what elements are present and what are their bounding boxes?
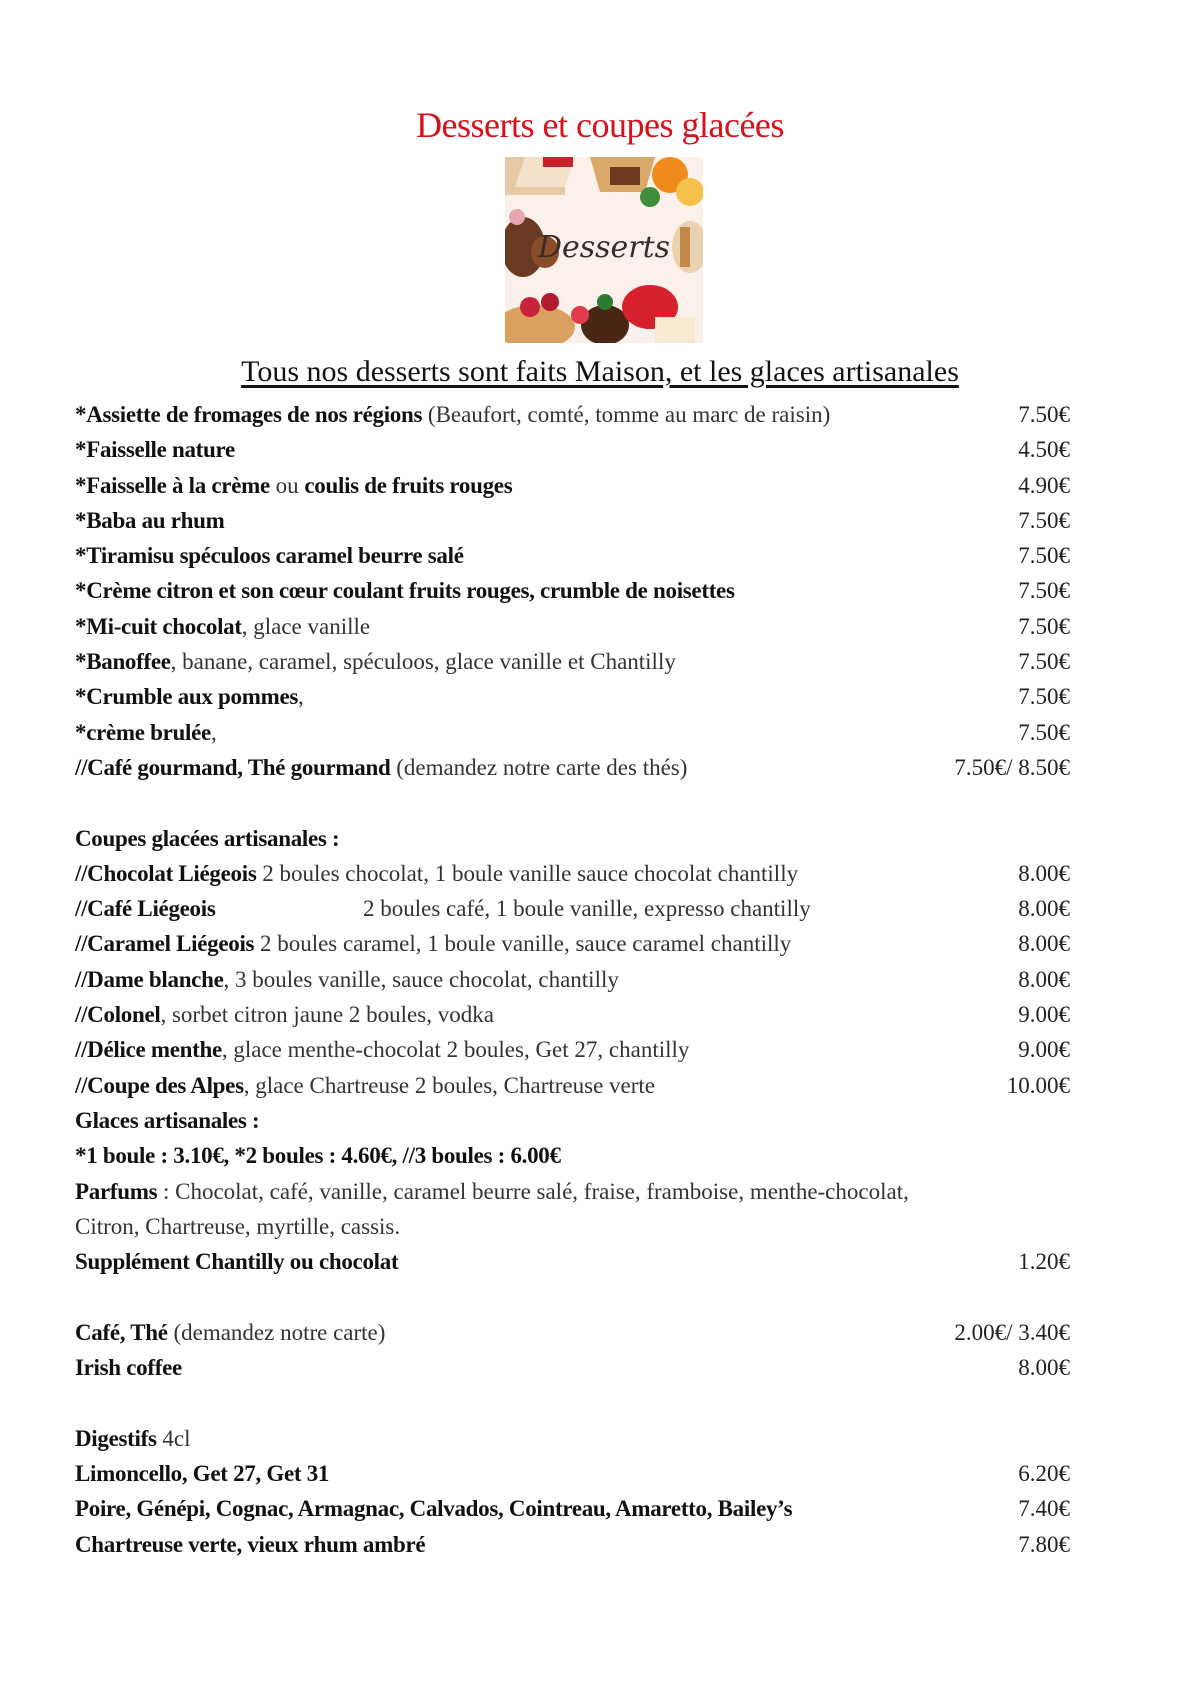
item-name: *Faisselle nature <box>75 437 235 463</box>
item-name: //Café gourmand, Thé gourmand <box>75 754 391 780</box>
logo-text: Desserts <box>537 230 671 265</box>
dessert-row <box>75 503 1070 538</box>
digestifs-label: Digestifs <box>75 1425 157 1451</box>
item-description: 2 boules chocolat, 1 boule vanille sauce chocolat chantilly <box>256 860 799 886</box>
item-name: *Tiramisu spéculoos caramel beurre salé <box>75 543 464 569</box>
item-price: 6.20€ <box>1018 1460 1070 1486</box>
item-name: Poire, Génépi, Cognac, Armagnac, Calvados, Cointreau, Amaretto, Bailey’s <box>75 1496 793 1522</box>
item-price: 4.90€ <box>1018 472 1070 498</box>
glaces-prices: *1 boule : 3.10€, *2 boules : 4.60€, //3 boules : 6.00€ <box>75 1143 561 1169</box>
boisson-row <box>75 1350 1070 1385</box>
item-description: , glace menthe-chocolat 2 boules, Get 27, chantilly <box>221 1037 690 1063</box>
coupes-list <box>75 856 1070 1103</box>
glaces-heading: Glaces artisanales : <box>75 1107 260 1133</box>
item-price: 7.50€ <box>1018 719 1070 745</box>
menu-content <box>75 397 1070 1562</box>
item-name: //Délice menthe <box>75 1037 222 1063</box>
item-name: *Banoffee <box>75 649 171 675</box>
boissons-list <box>75 1315 1070 1386</box>
item-price: 7.50€ <box>1018 507 1070 533</box>
item-name: //Colonel <box>75 1002 161 1028</box>
desserts-illustration-icon <box>505 157 703 343</box>
dessert-row <box>75 538 1070 573</box>
item-description: , <box>298 684 304 710</box>
item-description: 2 boules caramel, 1 boule vanille, sauce caramel chantilly <box>254 931 792 957</box>
glaces-prices-row <box>75 1138 1070 1173</box>
coupes-heading-row <box>75 821 1070 856</box>
item-price: 8.00€ <box>1018 966 1070 992</box>
item-price: 8.00€ <box>1018 1355 1070 1381</box>
coupes-heading: Coupes glacées artisanales : <box>75 825 340 851</box>
item-description: (demandez notre carte des thés) <box>390 754 688 780</box>
coupe-row <box>75 1032 1070 1067</box>
item-price: 7.50€ <box>1018 402 1070 427</box>
item-price: 7.40€ <box>1018 1496 1070 1522</box>
parfums-label: Parfums <box>75 1178 158 1204</box>
boisson-row <box>75 1315 1070 1350</box>
item-description: , 3 boules vanille, sauce chocolat, chantilly <box>223 966 619 992</box>
item-price: 8.00€ <box>1018 860 1070 886</box>
dessert-row <box>75 644 1070 679</box>
digestif-row <box>75 1491 1070 1526</box>
supplement-price: 1.20€ <box>1018 1249 1070 1275</box>
item-price: 8.00€ <box>1018 896 1070 922</box>
item-name: Chartreuse verte, vieux rhum ambré <box>75 1531 426 1557</box>
dessert-row <box>75 397 1070 432</box>
coupe-row <box>75 891 1070 926</box>
item-name: //Café Liégeois <box>75 896 216 922</box>
item-name: *Mi-cuit chocolat <box>75 613 242 639</box>
item-name: *Baba au rhum <box>75 507 225 533</box>
item-name: *Crème citron et son cœur coulant fruits rouges, crumble de noisettes <box>75 578 735 604</box>
desserts-list <box>75 397 1070 785</box>
item-name: *Assiette de fromages de nos régions <box>75 402 423 427</box>
item-description: , sorbet citron jaune 2 boules, vodka <box>160 1002 494 1028</box>
supplement-name: Supplément Chantilly ou chocolat <box>75 1249 399 1275</box>
item-name: //Coupe des Alpes <box>75 1072 244 1098</box>
item-price: 7.50€ <box>1018 649 1070 675</box>
coupe-row <box>75 962 1070 997</box>
item-name: *crème brulée <box>75 719 211 745</box>
item-name: *Crumble aux pommes <box>75 684 299 710</box>
item-name-alt: coulis de fruits rouges <box>304 472 513 498</box>
coupe-row <box>75 997 1070 1032</box>
desserts-logo-image <box>505 157 703 343</box>
item-price: 8.00€ <box>1018 931 1070 957</box>
digestifs-heading-row <box>75 1421 1070 1456</box>
item-description: , <box>210 719 217 745</box>
item-name: //Caramel Liégeois <box>75 931 255 957</box>
parfums-row <box>75 1174 1070 1209</box>
parfums-line2: Citron, Chartreuse, myrtille, cassis. <box>75 1213 401 1239</box>
item-price: 7.50€ <box>1018 578 1070 604</box>
item-name: *Faisselle à la crème <box>75 472 270 498</box>
page-subtitle: Tous nos desserts sont faits Maison, et les glaces artisanales <box>241 355 959 388</box>
item-price: 7.80€ <box>1018 1531 1070 1557</box>
digestifs-list <box>75 1456 1070 1562</box>
item-price: 2.00€/ 3.40€ <box>954 1319 1070 1345</box>
glaces-heading-row <box>75 1103 1070 1138</box>
page-title: Desserts et coupes glacées <box>416 105 784 145</box>
digestifs-unit: 4cl <box>156 1425 191 1451</box>
dessert-row <box>75 468 1070 503</box>
item-name: //Dame blanche <box>75 966 224 992</box>
item-price: 9.00€ <box>1018 1037 1070 1063</box>
item-description: , banane, caramel, spéculoos, glace vanille et Chantilly <box>170 649 676 675</box>
item-description: 2 boules café, 1 boule vanille, expresso chantilly <box>363 896 811 922</box>
parfums-row-2 <box>75 1209 1070 1244</box>
dessert-row <box>75 679 1070 714</box>
item-description: (demandez notre carte) <box>167 1319 386 1345</box>
dessert-row <box>75 750 1070 785</box>
coupe-row <box>75 1068 1070 1103</box>
item-price: 9.00€ <box>1018 1002 1070 1028</box>
dessert-row <box>75 432 1070 467</box>
dessert-row <box>75 573 1070 608</box>
item-description: , glace Chartreuse 2 boules, Chartreuse verte <box>243 1072 656 1098</box>
digestif-row <box>75 1527 1070 1562</box>
item-price: 10.00€ <box>1006 1072 1070 1098</box>
item-price: 7.50€/ 8.50€ <box>954 754 1070 780</box>
coupe-row <box>75 856 1070 891</box>
item-description: ou <box>269 472 305 498</box>
item-name: Irish coffee <box>75 1355 182 1381</box>
item-name: Limoncello, Get 27, Get 31 <box>75 1460 330 1486</box>
digestif-row <box>75 1456 1070 1491</box>
item-name: Café, Thé <box>75 1319 168 1345</box>
item-name: //Chocolat Liégeois <box>75 860 257 886</box>
item-description: (Beaufort, comté, tomme au marc de raisin) <box>422 402 831 427</box>
item-description: , glace vanille <box>241 613 371 639</box>
item-price: 4.50€ <box>1018 437 1070 463</box>
parfums-line1: : Chocolat, café, vanille, caramel beurre salé, fraise, framboise, menthe-chocolat, <box>157 1178 909 1204</box>
coupe-row <box>75 926 1070 961</box>
dessert-row <box>75 715 1070 750</box>
supplement-row <box>75 1244 1070 1279</box>
dessert-row <box>75 609 1070 644</box>
item-price: 7.50€ <box>1018 613 1070 639</box>
item-price: 7.50€ <box>1018 543 1070 569</box>
item-price: 7.50€ <box>1018 684 1070 710</box>
